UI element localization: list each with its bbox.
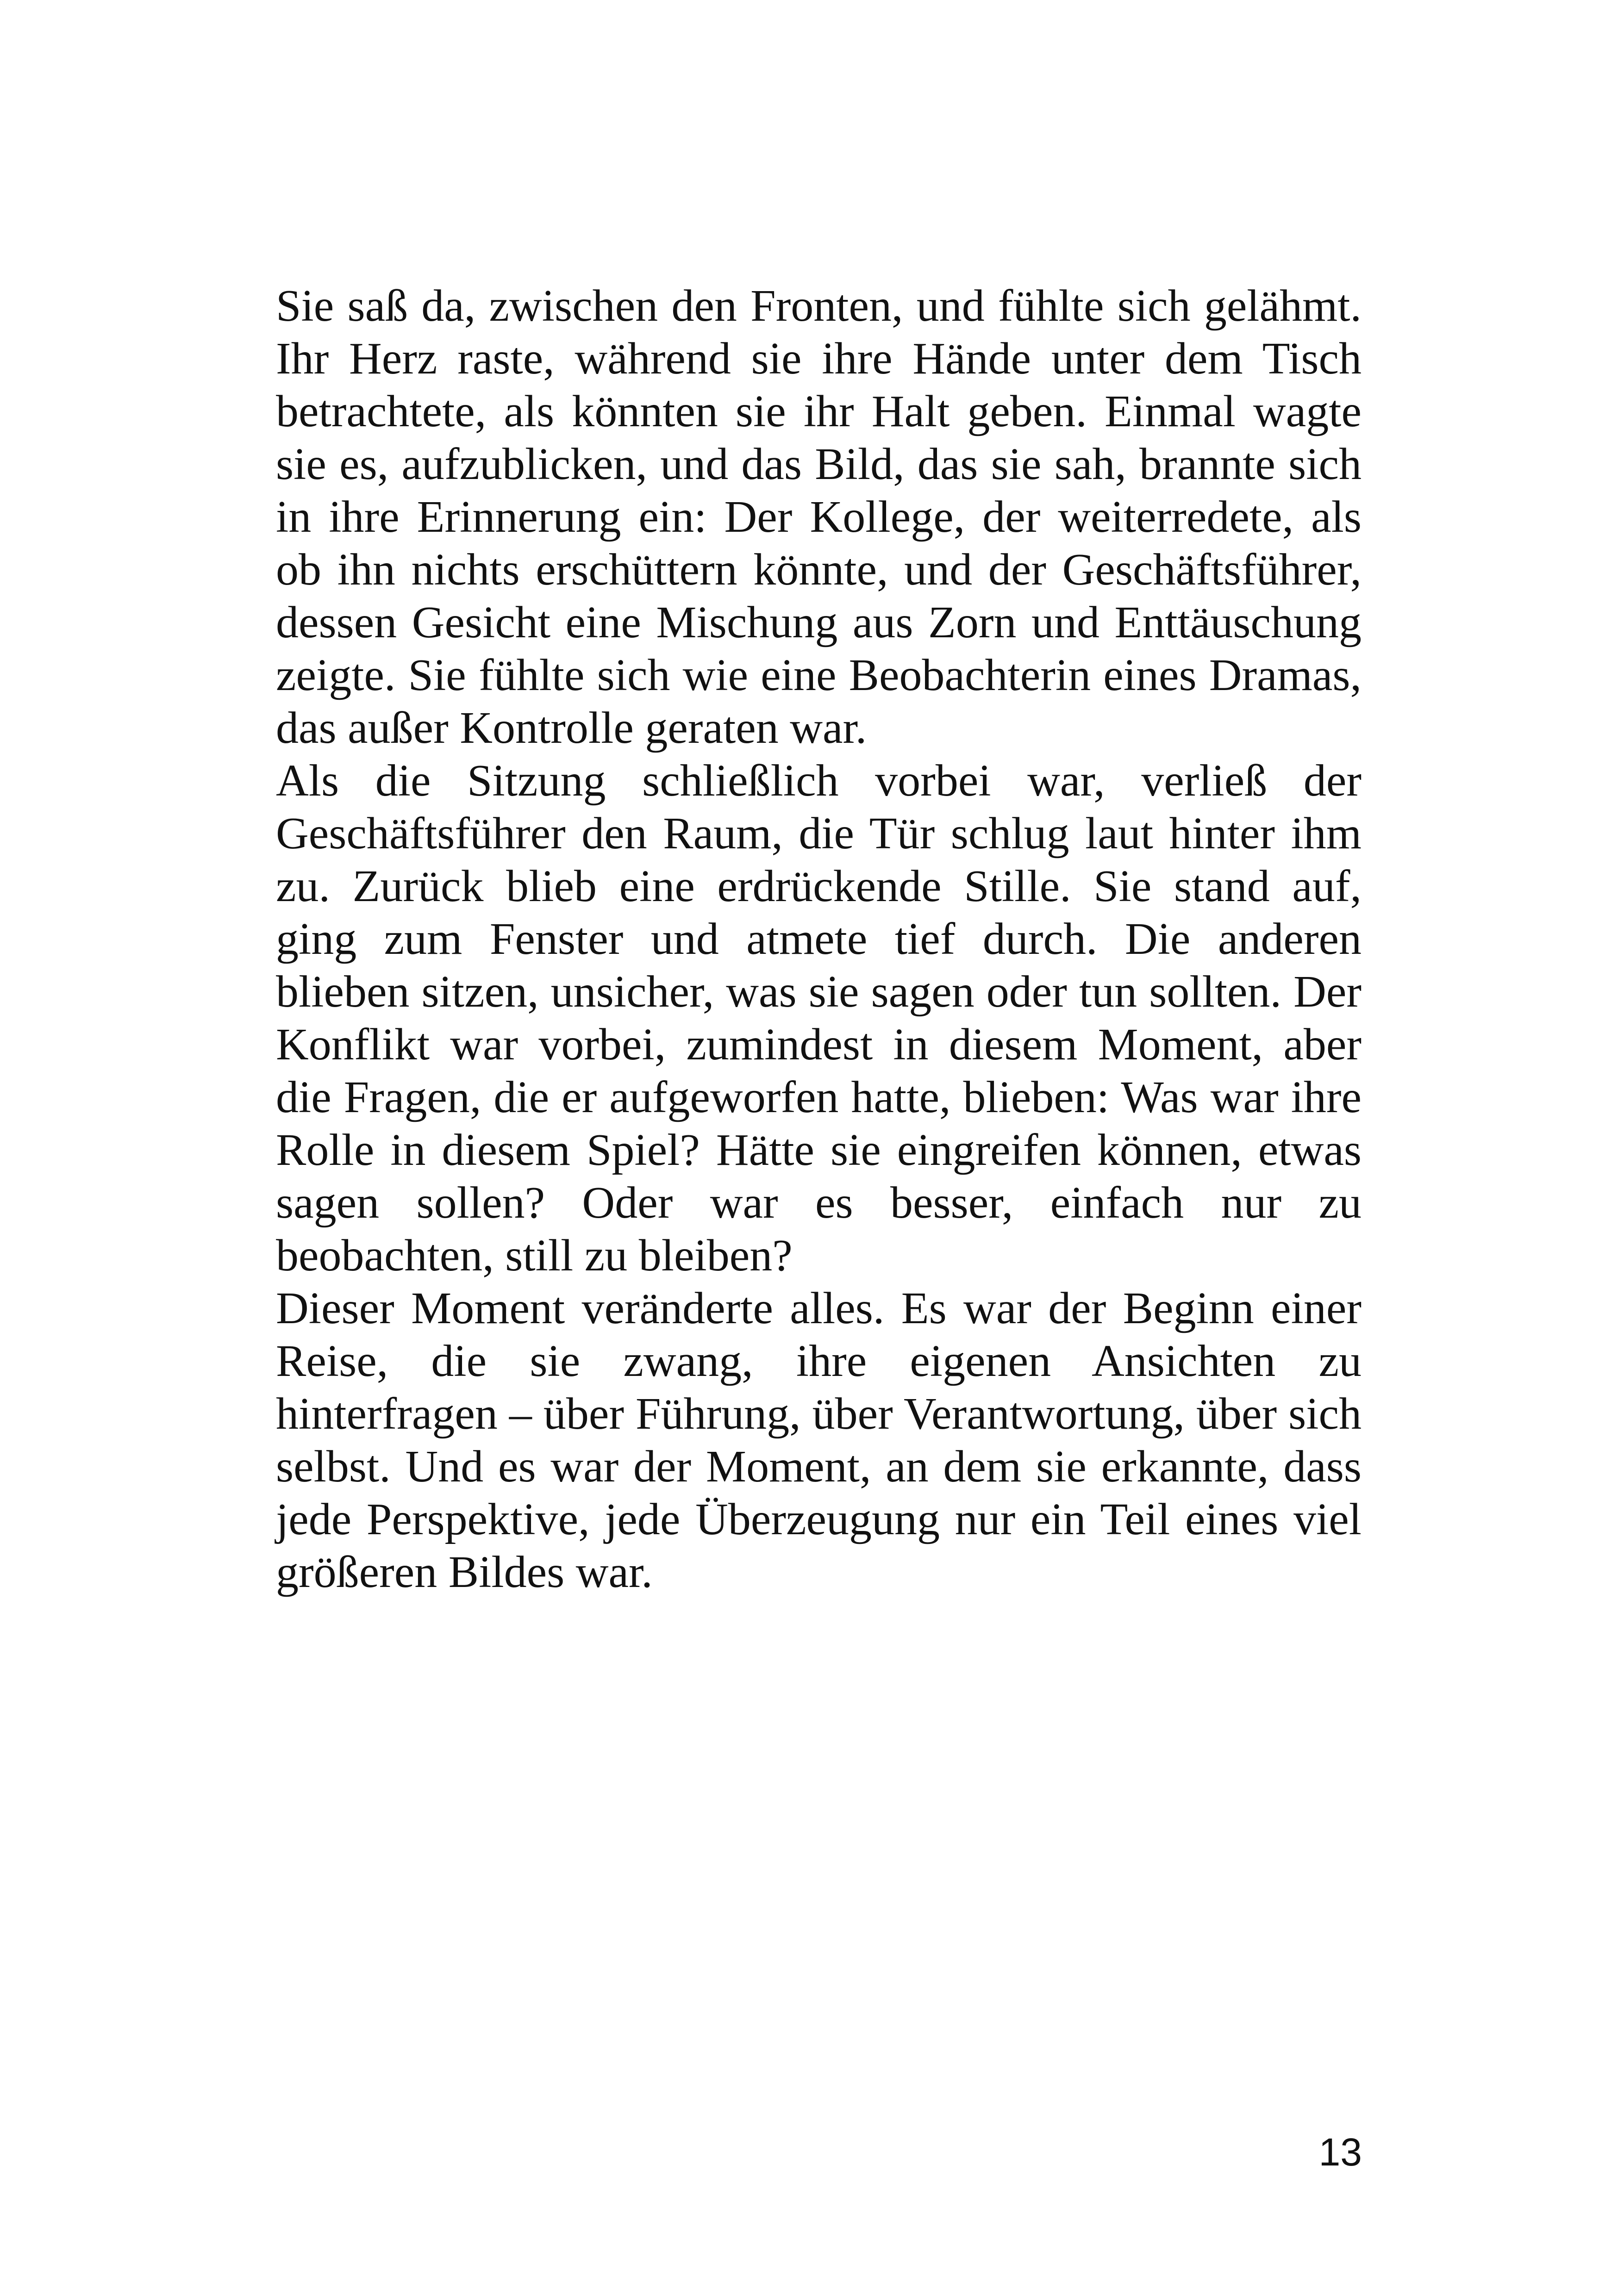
paragraph-3: Dieser Moment veränderte alles. Es war der Beginn einer Reise, die sie zwang, ihre eigenen Ansichten zu hinterfragen – über Führung, über Verantwortung, über sich selbst. Und es war der Moment, an dem sie erkannte, dass jede Perspektive, jede Überzeugung nur ein Teil eines viel größeren Bildes war. bbox=[276, 1283, 1362, 1597]
page-number: 13 bbox=[1318, 2130, 1362, 2174]
paragraph-1: Sie saß da, zwischen den Fronten, und fühlte sich gelähmt. Ihr Herz raste, während sie ihre Hände unter dem Tisch betrachtete, als könnten sie ihr Halt geben. Einmal wagte sie es, aufzublicken, und das Bild, das sie sah, brannte sich in ihre Erinnerung ein: Der Kollege, der weiterredete, als ob ihn nichts erschüttern könnte, und der Geschäftsführer, dessen Gesicht eine Mischung aus Zorn und Enttäuschung zeigte. Sie fühlte sich wie eine Beobachterin eines Dramas, das außer Kontrolle geraten war. bbox=[276, 281, 1362, 753]
paragraph-2: Als die Sitzung schließlich vorbei war, verließ der Geschäftsführer den Raum, die Tür schlug laut hinter ihm zu. Zurück blieb eine erdrückende Stille. Sie stand auf, ging zum Fenster und atmete tief durch. Die anderen blieben sitzen, unsicher, was sie sagen oder tun sollten. Der Konflikt war vorbei, zumindest in diesem Moment, aber die Fragen, die er aufgeworfen hatte, blieben: Was war ihre Rolle in diesem Spiel? Hätte sie eingreifen können, etwas sagen sollen? Oder war es besser, einfach nur zu beobachten, still zu bleiben? bbox=[276, 756, 1362, 1281]
body-text bbox=[276, 280, 1362, 1599]
